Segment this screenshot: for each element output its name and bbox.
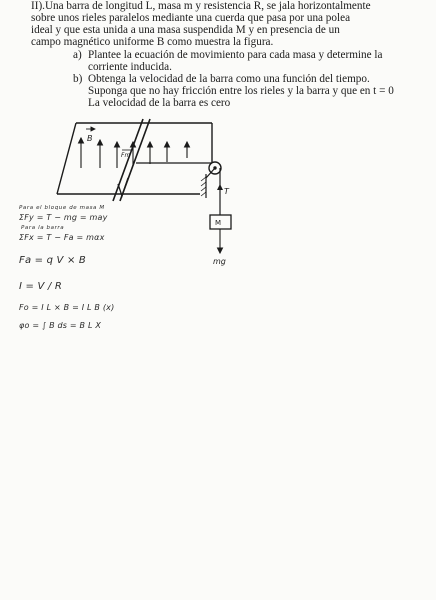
note-bloque: Para el bloque de masa M xyxy=(19,205,105,211)
field-label xyxy=(86,129,95,143)
svg-text:T: T xyxy=(224,187,229,196)
item-b-line-2: Suponga que no hay fricción entre los rieles y la barra y que en t = 0 xyxy=(88,85,394,97)
svg-text:mg: mg xyxy=(213,257,226,266)
sliding-bar xyxy=(113,119,150,201)
problem-line-2: sobre unos rieles paralelos mediante una cuerda que pasa por una polea xyxy=(31,12,351,24)
note-sum-fy: ΣFy = T − mg = may xyxy=(19,213,108,222)
rails xyxy=(57,123,212,194)
hanging-mass xyxy=(210,215,231,229)
weight-arrow xyxy=(213,229,226,266)
tension-arrow xyxy=(220,185,230,200)
pulley xyxy=(201,162,221,198)
svg-text:Fm: Fm xyxy=(121,152,131,159)
problem-line-1: II).Una barra de longitud L, masa m y resistencia R, se jala horizontalmente xyxy=(31,0,371,12)
note-fa: Fa = q V × B xyxy=(19,255,86,266)
item-b-marker: b) xyxy=(73,73,83,85)
field-arrows xyxy=(81,138,187,168)
problem-line-3: ideal y que esta unida a una masa suspendida M y en presencia de un xyxy=(31,24,340,36)
item-a-marker: a) xyxy=(73,49,82,61)
note-flux: φo = ∫ B ds = B L X xyxy=(19,321,102,330)
item-a-line-2: corriente inducida. xyxy=(88,61,172,73)
svg-text:M: M xyxy=(215,219,222,227)
note-fo: Fo = I L × B = I L B (x) xyxy=(19,303,115,312)
note-current: I = V / R xyxy=(19,281,63,292)
note-sum-fx: ΣFx = T − Fa = mαx xyxy=(19,233,105,242)
item-b-line-3: La velocidad de la barra es cero xyxy=(88,97,231,109)
force-label xyxy=(121,150,131,159)
problem-line-4: campo magnético uniforme B como muestra la figura. xyxy=(31,36,274,48)
note-barra: Para la barra xyxy=(21,225,65,231)
svg-text:B: B xyxy=(87,134,93,143)
item-a-line-1: Plantee la ecuación de movimiento para cada masa y determine la xyxy=(88,49,383,61)
item-b-line-1: Obtenga la velocidad de la barra como una función del tiempo. xyxy=(88,73,370,85)
